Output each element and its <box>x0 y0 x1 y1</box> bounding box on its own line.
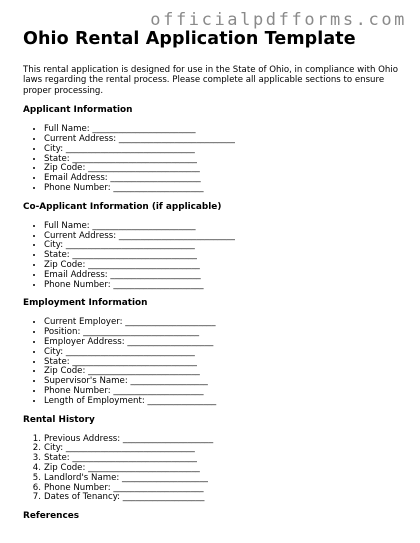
rental-history-heading: Rental History <box>23 414 95 425</box>
item-number: 3. <box>32 453 41 464</box>
employment-section <box>23 298 408 406</box>
applicant-heading: Applicant Information <box>23 105 133 116</box>
applicant-field-list <box>23 125 408 194</box>
field-text: Zip Code: __________________________ <box>44 462 200 473</box>
employment-field-phone: • Phone Number: _____________________ <box>44 387 408 397</box>
watermark: officialpdfforms.com <box>150 10 407 30</box>
co-applicant-field-zip: • Zip Code: __________________________ <box>44 261 408 271</box>
applicant-field-zip: • Zip Code: __________________________ <box>44 164 408 174</box>
field-text: Phone Number: _____________________ <box>44 482 204 493</box>
document-page <box>23 29 408 521</box>
field-text: Landlord's Name: ____________________ <box>44 472 208 483</box>
references-section <box>23 511 408 521</box>
applicant-field-full-name: • Full Name: ________________________ <box>44 125 408 135</box>
field-text: City: ______________________________ <box>44 443 195 454</box>
field-text: Previous Address: _____________________ <box>44 433 214 444</box>
employment-field-supervisor: • Supervisor's Name: __________________ <box>44 377 408 387</box>
references-heading: References <box>23 511 80 522</box>
item-number: 7. <box>32 492 41 503</box>
co-applicant-field-email: • Email Address: _____________________ <box>44 271 408 281</box>
co-applicant-field-state: • State: _____________________________ <box>44 251 408 261</box>
applicant-field-phone: • Phone Number: _____________________ <box>44 184 408 194</box>
employment-field-state: • State: _____________________________ <box>44 358 408 368</box>
employment-field-list <box>23 318 408 406</box>
employment-field-position: • Position: ___________________________ <box>44 328 408 338</box>
applicant-field-state: • State: _____________________________ <box>44 155 408 165</box>
field-text: State: _____________________________ <box>44 453 197 464</box>
applicant-field-email: • Email Address: _____________________ <box>44 174 408 184</box>
rental-history-field-list <box>23 435 408 504</box>
rental-history-field <box>23 493 408 503</box>
item-number: 5. <box>32 472 41 483</box>
co-applicant-field-full-name: • Full Name: ________________________ <box>44 222 408 232</box>
employment-field-length: • Length of Employment: ________________ <box>44 397 408 407</box>
co-applicant-field-list <box>23 222 408 291</box>
item-number: 1. <box>32 433 41 444</box>
employment-field-zip: • Zip Code: __________________________ <box>44 367 408 377</box>
employment-field-employer-address: • Employer Address: ____________________ <box>44 338 408 348</box>
employment-field-current-employer: • Current Employer: _____________________ <box>44 318 408 328</box>
co-applicant-heading: Co-Applicant Information (if applicable) <box>23 201 222 212</box>
applicant-field-current-address: • Current Address: ___________________________ <box>44 135 408 145</box>
item-number: 6. <box>32 482 41 493</box>
applicant-field-city: • City: ______________________________ <box>44 145 408 155</box>
applicant-section <box>23 105 408 194</box>
field-text: Dates of Tenancy: ___________________ <box>44 492 205 503</box>
co-applicant-section <box>23 202 408 291</box>
item-number: 4. <box>32 462 41 473</box>
co-applicant-field-phone: • Phone Number: _____________________ <box>44 281 408 291</box>
item-number: 2. <box>32 443 41 454</box>
co-applicant-field-current-address: • Current Address: ___________________________ <box>44 232 408 242</box>
co-applicant-field-city: • City: ______________________________ <box>44 241 408 251</box>
page-title: Ohio Rental Application Template <box>23 29 356 49</box>
intro-paragraph: This rental application is designed for use in the State of Ohio, in compliance with Ohio laws regarding the rental process. Please complete all applicable sections to ensure proper processing. <box>23 65 398 96</box>
employment-field-city: • City: ______________________________ <box>44 348 408 358</box>
rental-history-section <box>23 415 408 504</box>
employment-heading: Employment Information <box>23 298 148 309</box>
